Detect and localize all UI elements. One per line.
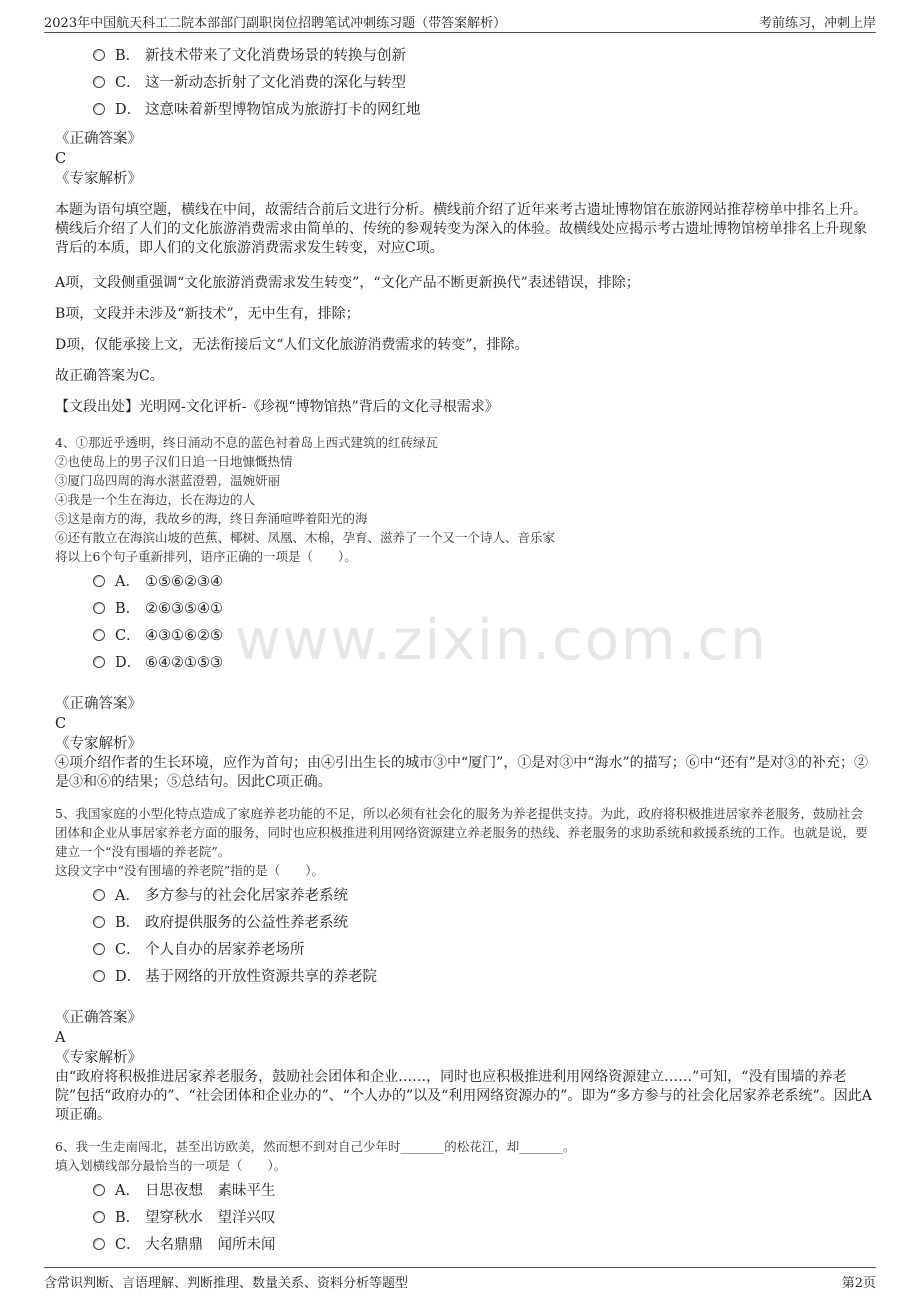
header-slogan: 考前练习，冲刺上岸 xyxy=(758,16,876,31)
q3-analysis-d: D项，仅能承接上文，无法衔接后文“人们文化旅游消费需求的转变”，排除。 xyxy=(55,337,529,353)
radio-icon[interactable] xyxy=(93,889,105,901)
watermark: www.zixin.com.cn xyxy=(235,608,768,673)
q3-answer: C xyxy=(55,151,67,167)
q5-option-d[interactable]: D． 基于网络的开放性资源共享的养老院 xyxy=(55,961,875,988)
q4-options xyxy=(55,566,875,674)
q4-option-c[interactable]: C． ④③①⑥②⑤ xyxy=(55,620,875,647)
q5-option-a[interactable]: A． 多方参与的社会化居家养老系统 xyxy=(55,880,875,907)
q3-source: 【文段出处】光明网-文化评析-《珍视“博物馆热”背后的文化寻根需求》 xyxy=(55,399,499,415)
page-header xyxy=(44,10,876,33)
q5-options xyxy=(55,880,875,988)
q6-option-c[interactable]: C． 大名鼎鼎 闻所未闻 xyxy=(55,1229,875,1256)
q5-option-b[interactable]: B． 政府提供服务的公益性养老系统 xyxy=(55,907,875,934)
radio-icon[interactable] xyxy=(93,575,105,587)
radio-icon[interactable] xyxy=(93,1238,105,1250)
q3-analysis-label: 《专家解析》 xyxy=(55,171,142,187)
radio-icon[interactable] xyxy=(93,1211,105,1223)
q5-stem: 5、我国家庭的小型化特点造成了家庭养老功能的不足，所以必须有社会化的服务为养老提供支持。为此，政府将积极推进居家养老服务，鼓励社会团体和企业从事居家养老方面的服务，同时也应积极推进利用网络资源建立养老服务的热线、养老服务的求助系统和救援系统的工作。也就是说，要建立一个“没有围墙的养老院”。 这段文字中“没有围墙的养老院”指的是（ ）。 xyxy=(55,806,868,878)
q4-analysis-label: 《专家解析》 xyxy=(55,736,142,752)
q6-option-a[interactable]: A． 日思夜想 素昧平生 xyxy=(55,1175,875,1202)
q6-stem: 6、我一生走南闯北，甚至出访欧美，然而想不到对自己少年时_______的松花江，却_______。 填入划横线部分最恰当的一项是（ ）。 xyxy=(55,1139,576,1173)
q4-option-b[interactable]: B． ②⑥③⑤④① xyxy=(55,593,875,620)
q4-stem: 4、①那近乎透明，终日涌动不息的蓝色衬着岛上西式建筑的红砖绿瓦 ②也使岛上的男子汉们日追一日地慷慨热情 ③厦门岛四周的海水湛蓝澄碧，温婉妍丽 ④我是一个生在海边，长在海边的人 ⑤这是南方的海，我故乡的海，终日奔涌喧哗着阳光的海 ⑥还有散立在海滨山坡的芭蕉、椰树、凤凰、木棉，孕育、滋养了一个又一个诗人、音乐家 将以上6个句子重新排列，语序正确的一项是（ ）。 xyxy=(55,435,556,564)
q3-option-d[interactable]: D． 这意味着新型博物馆成为旅游打卡的网红地 xyxy=(55,94,875,121)
q4-analysis: ④项介绍作者的生长环境，应作为首句；由④引出生长的城市③中“厦门”，①是对③中“海水”的描写；⑥中“还有”是对③的补充；②是③和⑥的结果；⑤总结句。因此C项正确。 xyxy=(55,755,868,790)
radio-icon[interactable] xyxy=(93,943,105,955)
header-title: 2023年中国航天科工二院本部部门副职岗位招聘笔试冲刺练习题（带答案解析） xyxy=(44,16,507,31)
q6-options xyxy=(55,1175,875,1256)
radio-icon[interactable] xyxy=(93,76,105,88)
q4-answer: C xyxy=(55,716,67,732)
q6-option-b[interactable]: B． 望穿秋水 望洋兴叹 xyxy=(55,1202,875,1229)
page-footer xyxy=(44,1267,876,1290)
q3-analysis-main: 本题为语句填空题，横线在中间，故需结合前后文进行分析。横线前介绍了近年来考古遗址博物馆在旅游网站推荐榜单中排名上升。横线后介绍了人们的文化旅游消费需求由简单的、传统的参观转变为深入的体验。故横线处应揭示考古遗址博物馆榜单排名上升现象背后的本质，即人们的文化旅游消费需求发生转变，对应C项。 xyxy=(55,202,867,256)
q4-option-d[interactable]: D． ⑥④②①⑤③ xyxy=(55,647,875,674)
footer-description: 含常识判断、言语理解、判断推理、数量关系、资料分析等题型 xyxy=(44,1276,409,1291)
q3-options xyxy=(55,40,875,121)
q4-answer-label: 《正确答案》 xyxy=(55,696,142,712)
q5-option-c[interactable]: C． 个人自办的居家养老场所 xyxy=(55,934,875,961)
radio-icon[interactable] xyxy=(93,103,105,115)
q4-option-a[interactable]: A． ①⑤⑥②③④ xyxy=(55,566,875,593)
radio-icon[interactable] xyxy=(93,49,105,61)
radio-icon[interactable] xyxy=(93,1184,105,1196)
page-number: 第2页 xyxy=(841,1276,876,1291)
q5-analysis-label: 《专家解析》 xyxy=(55,1050,142,1066)
radio-icon[interactable] xyxy=(93,602,105,614)
q5-answer-label: 《正确答案》 xyxy=(55,1010,142,1026)
radio-icon[interactable] xyxy=(93,656,105,668)
q3-analysis-a: A项，文段侧重强调“文化旅游消费需求发生转变”，“文化产品不断更新换代”表述错误，排除； xyxy=(55,275,640,291)
q3-option-b[interactable]: B． 新技术带来了文化消费场景的转换与创新 xyxy=(55,40,875,67)
radio-icon[interactable] xyxy=(93,916,105,928)
q3-answer-label: 《正确答案》 xyxy=(55,131,142,147)
radio-icon[interactable] xyxy=(93,629,105,641)
q3-analysis-conclusion: 故正确答案为C。 xyxy=(55,368,164,384)
q5-answer: A xyxy=(55,1030,66,1046)
q5-analysis: 由“政府将积极推进居家养老服务，鼓励社会团体和企业……，同时也应积极推进利用网络资源建立……”可知，“没有围墙的养老院”包括“政府办的”、“社会团体和企业办的”、“个人办的”以及“利用网络资源办的”。即为“多方参与的社会化居家养老系统”。因此A项正确。 xyxy=(55,1069,872,1123)
radio-icon[interactable] xyxy=(93,970,105,982)
q3-option-c[interactable]: C． 这一新动态折射了文化消费的深化与转型 xyxy=(55,67,875,94)
page-content xyxy=(55,40,875,1256)
q3-analysis-b: B项，文段并未涉及“新技术”，无中生有，排除； xyxy=(55,306,360,322)
